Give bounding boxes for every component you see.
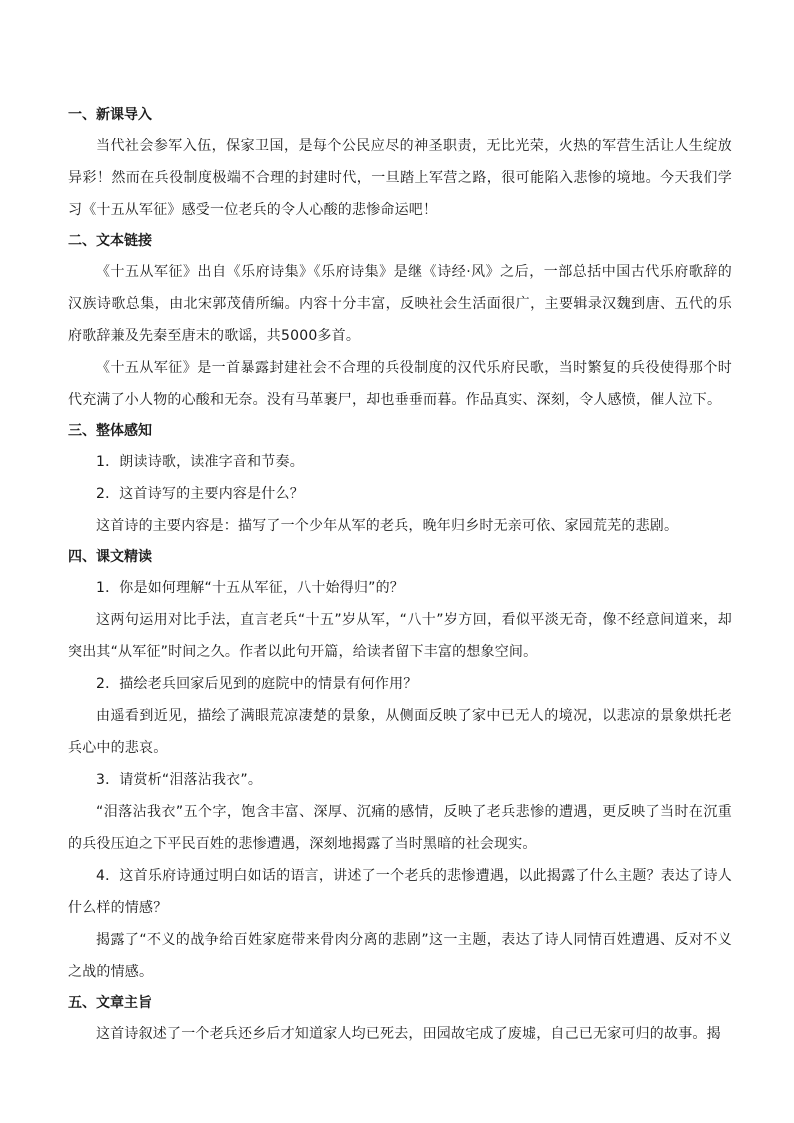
text-link-paragraph-1: 《十五从军征》出自《乐府诗集》《乐府诗集》是继《诗经·风》之后，一部总括中国古代乐府歌辞的汉族诗歌总集，由北宋郭茂倩所编。内容十分丰富，反映社会生活面很广，主要辑录汉魏到唐、五代的乐府歌辞兼及先秦至唐末的歌谣，共5000多首。 xyxy=(68,264,732,344)
section-heading-text-link: 二、文本链接 xyxy=(68,233,152,249)
overall-question-1: 1．朗读诗歌，读准字音和节奏。 xyxy=(96,454,304,470)
reading-answer-3: “泪落沾我衣”五个字，饱含丰富、深厚、沉痛的感情，反映了老兵悲惨的遭遇，更反映了当时在沉重的兵役压迫之下平民百姓的悲惨遭遇，深刻地揭露了当时黑暗的社会现实。 xyxy=(68,804,732,852)
overall-answer-2: 这首诗的主要内容是：描写了一个少年从军的老兵，晚年归乡时无亲可依、家园荒芜的悲剧。 xyxy=(96,518,679,534)
reading-answer-4: 揭露了“不义的战争给百姓家庭带来骨肉分离的悲剧”这一主题，表达了诗人同情百姓遭遇、反对不义之战的情感。 xyxy=(68,932,732,980)
document-body xyxy=(68,100,732,1050)
section-heading-theme: 五、文章主旨 xyxy=(68,995,152,1011)
intro-paragraph: 当代社会参军入伍，保家卫国，是每个公民应尽的神圣职责，无比光荣，火热的军营生活让人生绽放异彩！然而在兵役制度极端不合理的封建时代，一旦踏上军营之路，很可能陷入悲惨的境地。今天我们学习《十五从军征》感受一位老兵的令人心酸的悲惨命运吧！ xyxy=(68,138,732,218)
overall-question-2: 2．这首诗写的主要内容是什么？ xyxy=(96,486,304,502)
reading-answer-1: 这两句运用对比手法，直言老兵“十五”岁从军，“八十”岁方回，看似平淡无奇，像不经意间道来，却突出其“从军征”时间之久。作者以此句开篇，给读者留下丰富的想象空间。 xyxy=(68,612,732,660)
reading-question-3: 3．请赏析“泪落沾我衣”。 xyxy=(96,772,263,788)
reading-question-1: 1．你是如何理解“十五从军征，八十始得归”的？ xyxy=(96,580,405,596)
reading-question-4: 4．这首乐府诗通过明白如话的语言，讲述了一个老兵的悲惨遭遇，以此揭露了什么主题？表达了诗人什么样的情感？ xyxy=(68,868,732,916)
section-heading-overall: 三、整体感知 xyxy=(68,423,152,439)
section-heading-close-reading: 四、课文精读 xyxy=(68,549,152,565)
section-heading-intro: 一、新课导入 xyxy=(68,107,152,123)
text-link-paragraph-2: 《十五从军征》是一首暴露封建社会不合理的兵役制度的汉代乐府民歌，当时繁复的兵役使得那个时代充满了小人物的心酸和无奈。没有马革裹尸，却也垂垂而暮。作品真实、深刻，令人感愤，催人泣下。 xyxy=(68,360,732,408)
reading-question-2: 2．描绘老兵回家后见到的庭院中的情景有何作用？ xyxy=(96,676,418,692)
theme-paragraph: 这首诗叙述了一个老兵还乡后才知道家人均已死去，田园故宅成了废墟，自己已无家可归的故事。揭 xyxy=(96,1026,721,1042)
reading-answer-2: 由遥看到近见，描绘了满眼荒凉凄楚的景象，从侧面反映了家中已无人的境况，以悲凉的景象烘托老兵心中的悲哀。 xyxy=(68,708,732,756)
